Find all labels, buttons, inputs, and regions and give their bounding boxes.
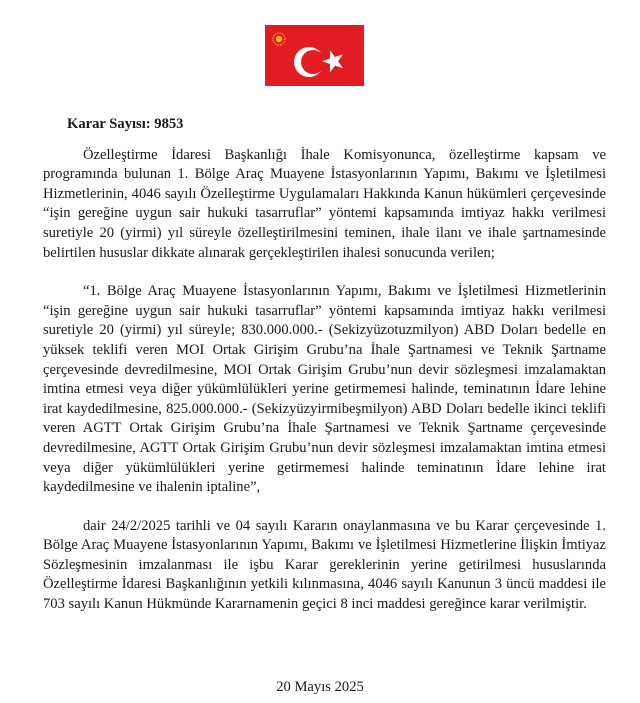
decision-document xyxy=(43,115,606,615)
decision-number-title: Karar Sayısı: 9853 xyxy=(67,116,184,132)
turkish-flag-icon xyxy=(265,25,364,86)
flag-graphic xyxy=(265,25,364,86)
preamble-paragraph: Özelleştirme İdaresi Başkanlığı İhale Komisyonunca, özelleştirme kapsam ve programında bulunan 1. Bölge Araç Muayene İstasyonlarının Yapımı, Bakımı ve İşletilmesi Hizmetlerinin, 4046 sayılı Özelleştirme Uygulamaları Hakkında Kanun hükümleri çerçevesinde “işin gereğine uygun sair hukuki tasarruflar” yöntemi kapsamında imtiyaz hakkı verilmesi suretiyle 20 (yirmi) yıl süreyle özelleştirilmesini teminen, ihale ilanı ve ihale şartnamesinde belirtilen hususlar dikkate alınarak gerçekleştirilen ihalesi sonucunda verilen; xyxy=(43,146,606,261)
quoted-decision-paragraph: “1. Bölge Araç Muayene İstasyonlarının Yapımı, Bakımı ve İşletilmesi Hizmetlerinin “işin gereğine uygun sair hukuki tasarruflar” yöntemi kapsamında imtiyaz hakkı verilmesi suretiyle 20 (yirmi) yıl süreyle; 830.000.000.- (Sekizyüzotuzmilyon) ABD Doları bedelle en yüksek teklifi veren MOI Ortak Girişim Grubu’na İhale Şartnamesi ve Teknik Şartname çerçevesinde devredilmesine, MOI Ortak Girişim Grubu’nun devir sözleşmesi imzalamaktan imtina etmesi veya diğer yükümlülükleri yerine getirmemesi halinde, teminatının İdare lehine irat kaydedilmesine, 825.000.000.- (Sekizyüzyirmibeşmilyon) ABD Doları bedelle ikinci teklifi veren AGTT Ortak Girişim Grubu’na İhale Şartnamesi ve Teknik Şartname çerçevesinde devredilmesine, AGTT Ortak Girişim Grubu’nun devir sözleşmesi imzalamaktan imtina etmesi veya diğer yükümlülükleri yerine getirmemesi halinde teminatının İdare lehine irat kaydedilmesine ve ihalenin iptaline”, xyxy=(43,283,606,496)
approval-paragraph: dair 24/2/2025 tarihli ve 04 sayılı Kararın onaylanmasına ve bu Karar çerçevesinde 1. Bölge Araç Muayene İstasyonlarının Yapımı, Bakımı ve İşletilmesi Hizmetlerine İlişkin İmtiyaz Sözleşmesinin imzalanması ile işbu Karar gereklerinin yerine getirilmesi hususlarında Özelleştirme İdaresi Başkanlığının yetkili kılınmasına, 4046 sayılı Kanunun 3 üncü maddesi ile 703 sayılı Kanun Hükmünde Kararnamenin geçici 8 inci maddesi gereğince karar verilmiştir. xyxy=(43,517,606,613)
decision-date: 20 Mayıs 2025 xyxy=(276,679,364,695)
